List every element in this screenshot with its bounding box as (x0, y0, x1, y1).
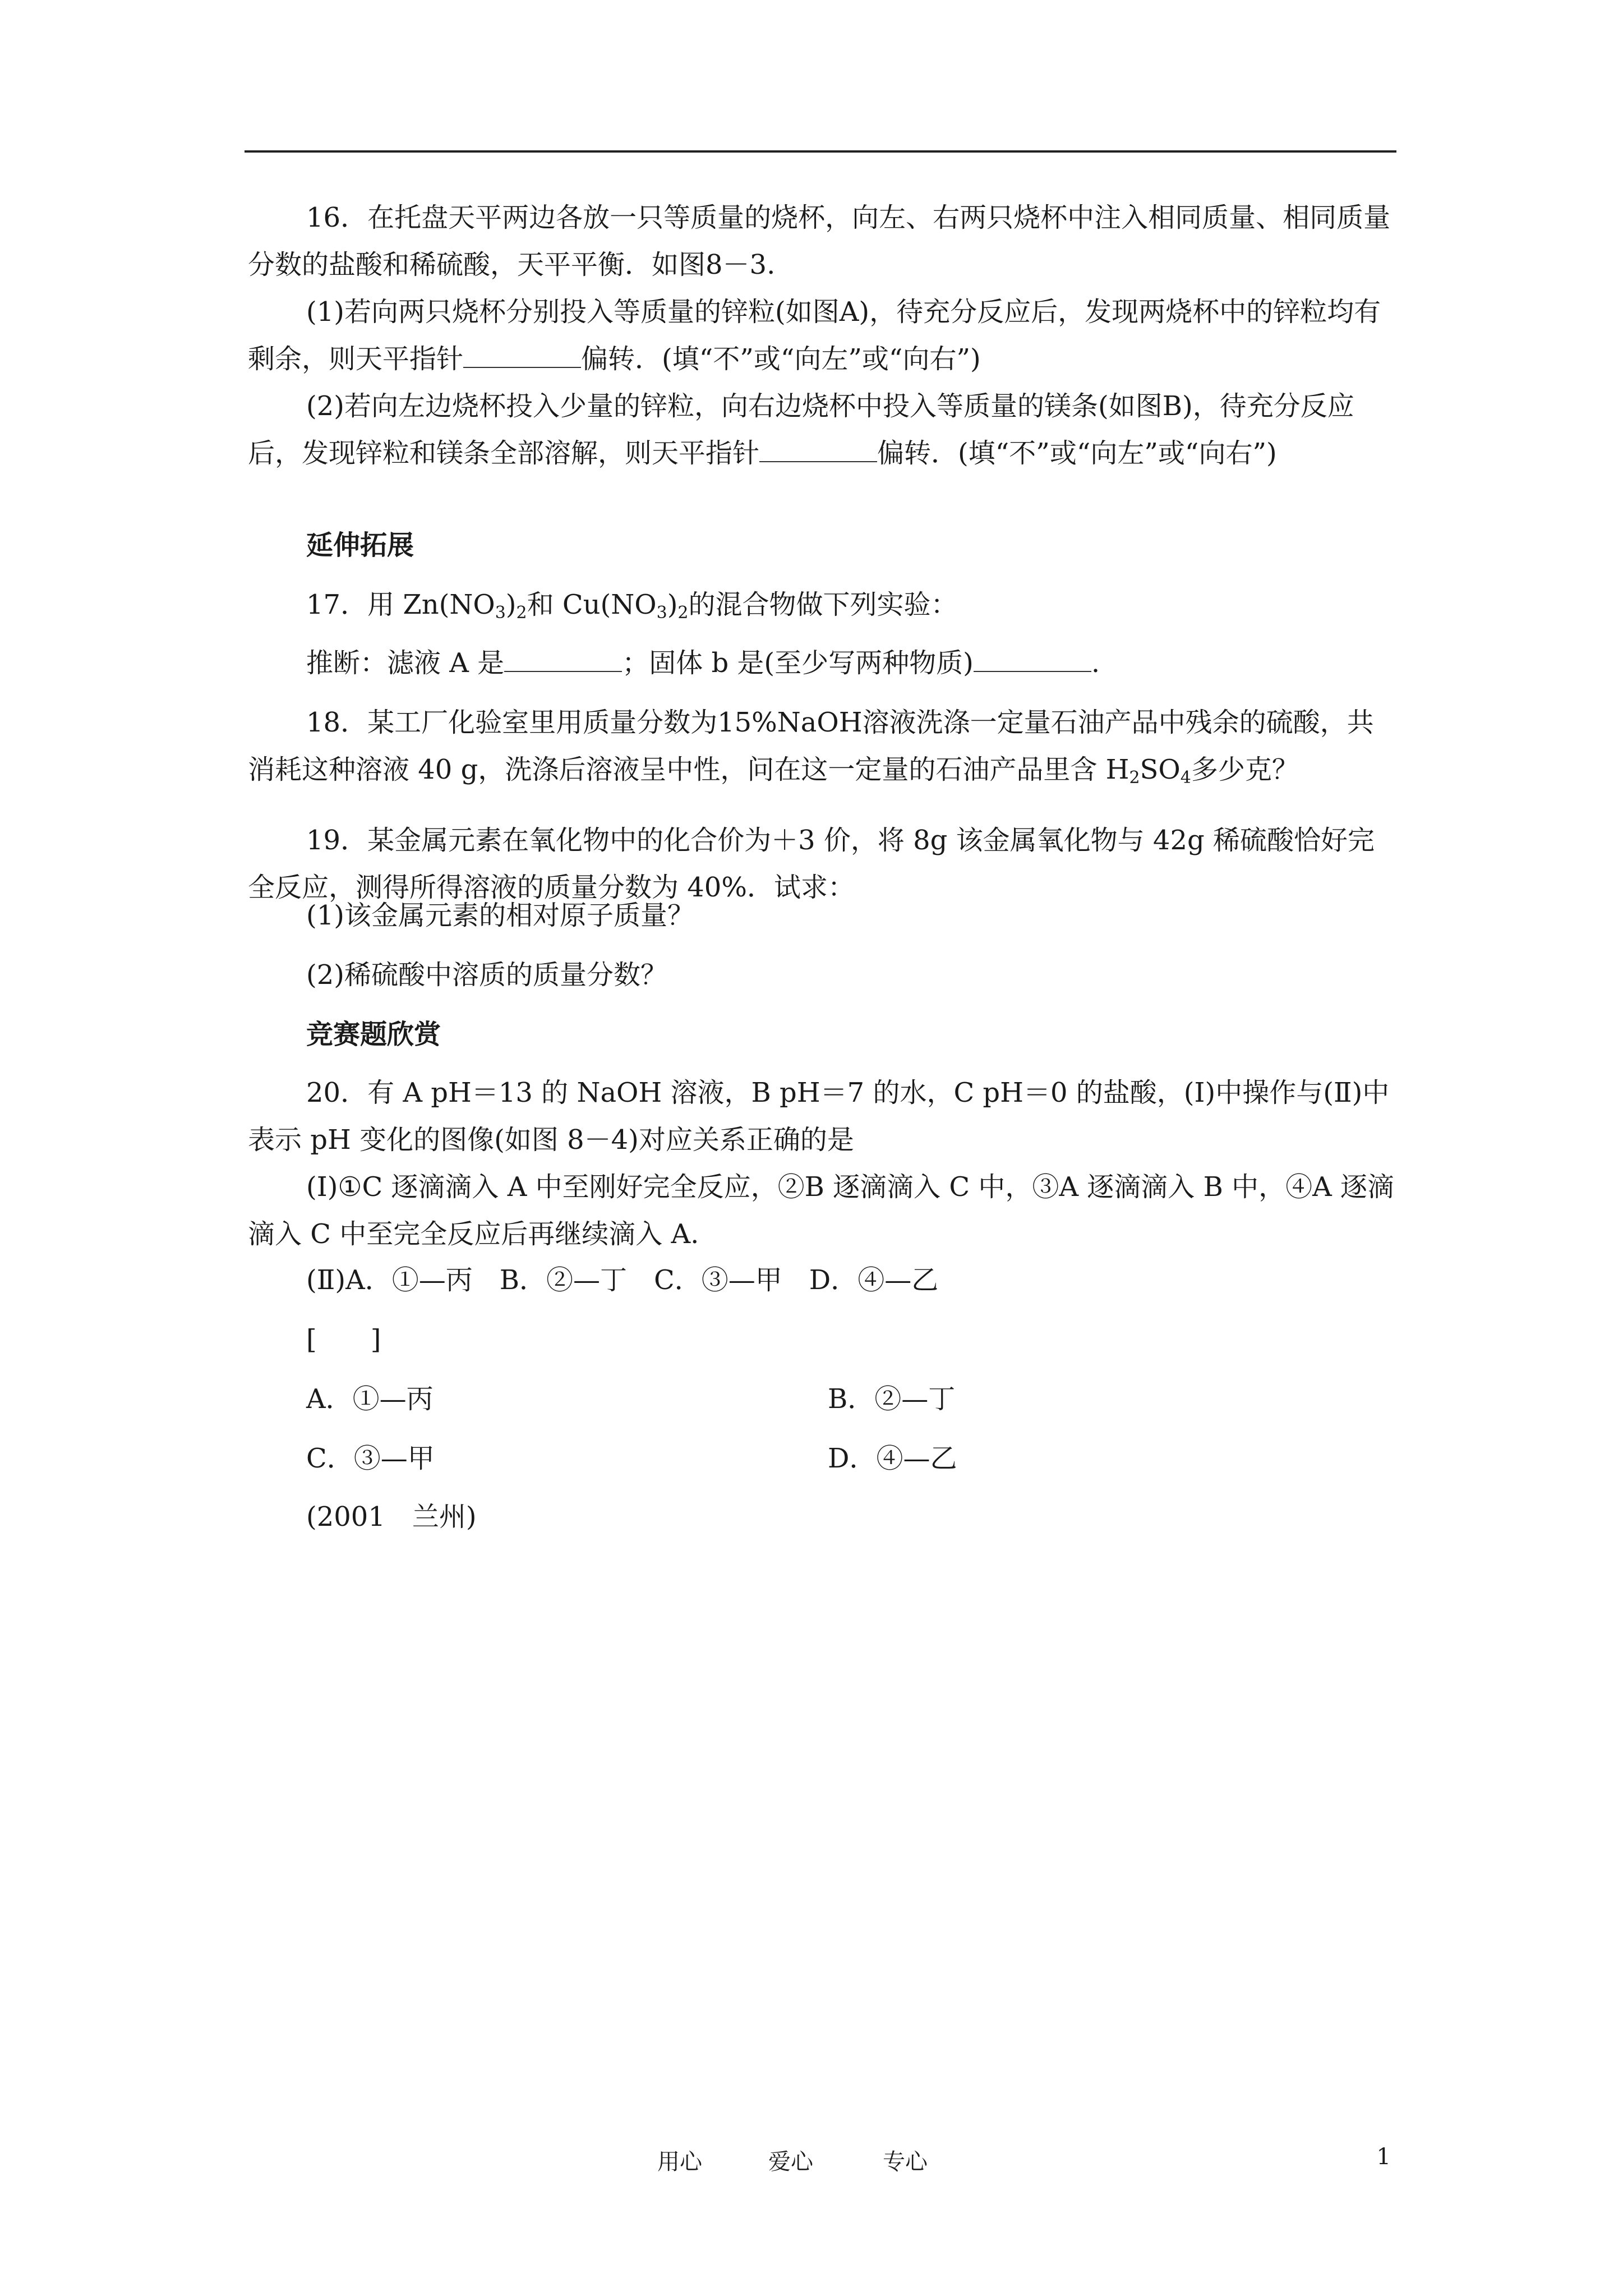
q16-part2-text: (2)若向左边烧杯投入少量的锌粒，向右边烧杯中投入等质量的镁条(如图B)，待充分反应后，发现锌粒和镁条全部溶解，则天平指针 (248, 390, 1354, 469)
q17-text-4: ) (667, 589, 678, 620)
footer-word-3: 专心 (883, 2149, 928, 2175)
subscript: 3 (495, 603, 506, 623)
q16-part1-tail: 偏转．(填“不”或“向左”或“向右”) (581, 343, 981, 375)
footer-word-2: 爱心 (768, 2149, 813, 2175)
q18-stem (248, 699, 1398, 793)
subscript: 2 (1129, 768, 1140, 788)
answer-blank[interactable] (504, 670, 622, 672)
q16-part1 (248, 288, 1398, 383)
q17-stem (248, 581, 1398, 628)
q16-part2-tail: 偏转．(填“不”或“向左”或“向右”) (877, 438, 1277, 469)
answer-blank[interactable] (759, 461, 877, 462)
q17-text-5: 的混合物做下列实验： (688, 589, 958, 620)
q18-text-3: 多少克？ (1191, 754, 1299, 785)
option-d[interactable]: D．④—乙 (828, 1443, 957, 1474)
q18-text-2: SO (1140, 754, 1181, 785)
q17-infer-text-2: ；固体 b 是(至少写两种物质) (622, 647, 974, 679)
option-c[interactable]: C．③—甲 (306, 1443, 435, 1474)
q19-sub1: (1)该金属元素的相对原子质量？ (306, 900, 694, 931)
q17-text-3: 和 Cu(NO (527, 589, 657, 620)
answer-blank[interactable] (463, 366, 581, 368)
q17-inference (248, 639, 1398, 687)
q20-stem: 20．有 A pH＝13 的 NaOH 溶液，B pH＝7 的水，C pH＝0 的盐酸，(Ⅰ)中操作与(Ⅱ)中表示 pH 变化的图像(如图 8－4)对应关系正确的是 (248, 1077, 1390, 1156)
q17-text-2: ) (505, 589, 517, 620)
q20-source: (2001 兰州) (306, 1501, 477, 1533)
header-rule (245, 150, 1396, 153)
option-a[interactable]: A．①—丙 (306, 1383, 434, 1415)
q16-part2 (248, 383, 1398, 477)
q20-operations: (Ⅰ)①C 逐滴滴入 A 中至刚好完全反应，②B 逐滴滴入 C 中，③A 逐滴滴入 B 中，④A 逐滴滴入 C 中至完全反应后再继续滴入 A. (248, 1171, 1395, 1250)
q17-text-1: 17．用 Zn(NO (306, 589, 495, 620)
subscript: 2 (516, 603, 527, 623)
option-b[interactable]: B．②—丁 (828, 1383, 956, 1415)
page-number: 1 (1376, 2144, 1391, 2170)
subscript: 2 (677, 603, 689, 623)
section-heading-contest: 竞赛题欣赏 (306, 1019, 441, 1050)
section-heading-extend: 延伸拓展 (306, 530, 414, 561)
q18-text-1: 18．某工厂化验室里用质量分数为15%NaOH溶液洗涤一定量石油产品中残余的硫酸，共消耗这种溶液 40 g，洗涤后溶液呈中性，问在这一定量的石油产品里含 H (248, 707, 1374, 785)
q17-infer-text-1: 推断：滤液 A 是 (306, 647, 505, 679)
answer-bracket: [ ] (306, 1324, 381, 1355)
q17-infer-text-3: . (1091, 647, 1100, 679)
subscript: 3 (656, 603, 667, 623)
answer-blank[interactable] (974, 670, 1091, 672)
q16-part1-text: (1)若向两只烧杯分别投入等质量的锌粒(如图A)，待充分反应后，发现两烧杯中的锌粒均有剩余，则天平指针 (248, 296, 1381, 375)
q19-stem: 19．某金属元素在氧化物中的化合价为＋3 价，将 8g 该金属氧化物与 42g 稀硫酸恰好完全反应，测得所得溶液的质量分数为 40%．试求： (248, 825, 1375, 903)
subscript: 4 (1180, 768, 1191, 788)
q20-pairs: (Ⅱ)A．①—丙 B．②—丁 C．③—甲 D．④—乙 (306, 1264, 939, 1296)
footer-word-1: 用心 (657, 2149, 702, 2175)
q16-stem: 16．在托盘天平两边各放一只等质量的烧杯，向左、右两只烧杯中注入相同质量、相同质量分数的盐酸和稀硫酸，天平平衡．如图8－3. (248, 202, 1391, 280)
q19-sub2: (2)稀硫酸中溶质的质量分数？ (306, 959, 667, 991)
